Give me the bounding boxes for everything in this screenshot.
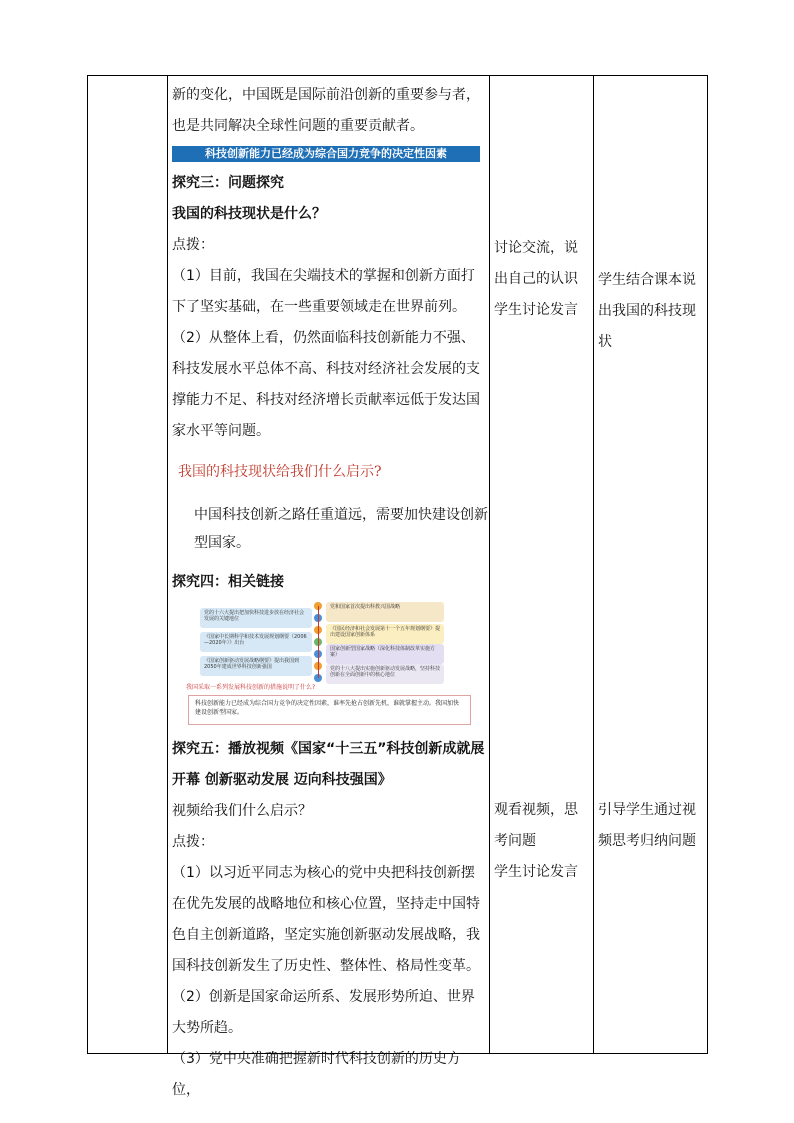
serif-statement: 中国科技创新之路任重道远，需要加快建设创新型国家。 <box>194 507 488 551</box>
student-activity-2-line-3: 学生讨论发言 <box>494 864 578 880</box>
student-activity-2-line-2: 考问题 <box>494 833 536 849</box>
student-activity-1-line-3: 学生讨论发言 <box>494 302 578 318</box>
student-activity-2 <box>494 795 590 888</box>
table-divider-2 <box>489 75 490 1054</box>
section5-question: 视频给我们什么启示？ <box>172 803 312 819</box>
section5-title: 探究五：播放视频《国家“十三五”科技创新成就展开幕 创新驱动发展 迈向科技强国》 <box>172 741 485 788</box>
diagram-right-box-3: 国家创新型国家战略（深化科技体制改革实施方案） <box>326 644 444 664</box>
table-border-left <box>87 75 88 1054</box>
diagram-left-box-1: 党的十六大提出把加快科技进步放在经济社会发展的关键地位 <box>200 608 312 628</box>
s3-point-1: （1）目前，我国在尖端技术的掌握和创新方面打下了坚实基础，在一些重要领域走在世界前列。 <box>172 268 475 315</box>
diagram-question: 我国采取一系列发展科技创新的措施说明了什么? <box>186 684 316 691</box>
red-question: 我国的科技现状给我们什么启示? <box>178 464 382 480</box>
s5-point-2: （2）创新是国家命运所系、发展形势所迫、世界大势所趋。 <box>172 989 475 1036</box>
design-intent-1-line-1: 学生结合课本说 <box>598 272 696 288</box>
related-link-diagram <box>174 600 474 730</box>
s5-point-1: （1）以习近平同志为核心的党中央把科技创新摆在优先发展的战略地位和核心位置，坚持走中国特色自主创新道路，坚定实施创新驱动发展战略，我国科技创新发生了历史性、整体性、格局性变革。 <box>172 865 480 974</box>
hint-label-2: 点拨： <box>172 834 214 850</box>
design-intent-2-line-1: 引导学生通过视 <box>598 802 696 818</box>
section3-question: 我国的科技现状是什么？ <box>172 206 326 222</box>
table-divider-1 <box>167 75 168 1054</box>
section3-title: 探究三：问题探究 <box>172 175 284 191</box>
timeline-line <box>318 606 319 678</box>
design-intent-1 <box>598 265 702 358</box>
design-intent-1-line-2: 出我国的科技现 <box>598 303 696 319</box>
student-activity-1 <box>494 233 590 326</box>
s5-point-3: （3）党中央准确把握新时代科技创新的历史方位， <box>172 1051 461 1098</box>
diagram-right-box-2: 《国民经济和社会发展第十一个五年规划纲要》提出建设国家创新体系 <box>326 624 444 644</box>
diagram-right-box-1: 党和国家首次提出科教兴国战略 <box>326 602 444 622</box>
table-border-right <box>707 75 708 1054</box>
student-activity-2-line-1: 观看视频，思 <box>494 802 578 818</box>
section4-title: 探究四：相关链接 <box>172 574 284 590</box>
student-activity-1-line-2: 出自己的认识 <box>494 271 578 287</box>
intro-line-1: 新的变化，中国既是国际前沿创新的重要参与者， <box>172 87 480 103</box>
s3-point-2: （2）从整体上看，仍然面临科技创新能力不强、科技发展水平总体不高、科技对经济社会发展的支撑能力不足、科技对经济增长贡献率远低于发达国家水平等问题。 <box>172 330 480 439</box>
design-intent-2-line-2: 频思考归纳问题 <box>598 833 696 849</box>
table-divider-3 <box>593 75 594 1054</box>
diagram-answer-box: 科技创新能力已经成为综合国力竞争的决定性因素，谁率先抢占创新先机，谁就掌握主动。我国加快建设创新型国家。 <box>188 695 471 725</box>
intro-line-2: 也是共同解决全球性问题的重要贡献者。 <box>172 118 424 134</box>
design-intent-2 <box>598 795 702 857</box>
diagram-left-box-3: 《国家创新驱动发展战略纲要》提出我国到2050年建成世界科技创新强国 <box>200 656 312 676</box>
hint-label: 点拨： <box>172 237 214 253</box>
student-activity-1-line-1: 讨论交流，说 <box>494 240 578 256</box>
teaching-content-column <box>172 80 488 1106</box>
blue-banner: 科技创新能力已经成为综合国力竞争的决定性因素 <box>172 146 480 162</box>
design-intent-1-line-3: 状 <box>598 334 612 350</box>
diagram-left-box-2: 《国家中长期科学和技术发展规划纲要（2006—2020年）》出台 <box>200 632 312 652</box>
diagram-right-box-4: 党的十八大提出实施创新驱动发展战略，坚持科技创新在全面创新中的核心地位 <box>326 664 444 684</box>
